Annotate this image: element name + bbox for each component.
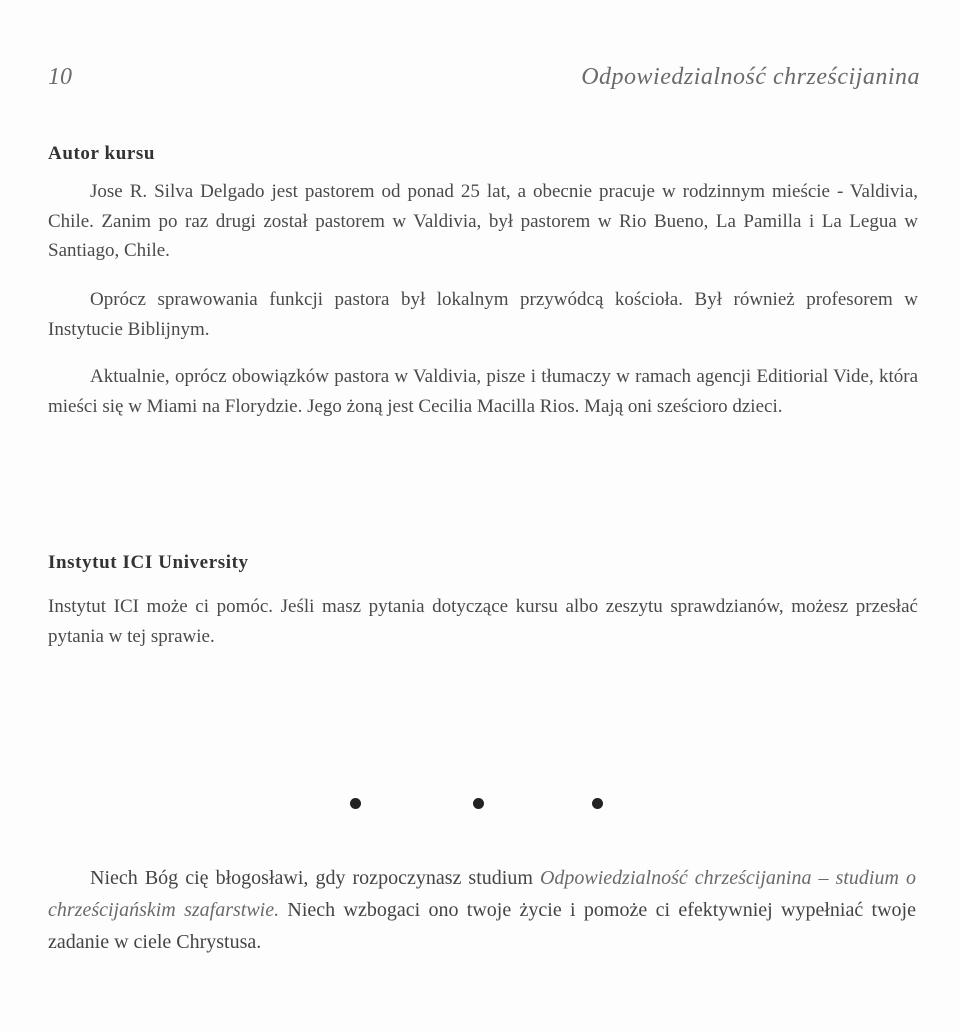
author-paragraph-3: Aktualnie, oprócz obowiązków pastora w Valdivia, pisze i tłumaczy w ramach agencji Editiorial Vide, która mieści się w Miami na Florydzie. Jego żoną jest Cecilia Macilla Rios. Mają oni sześcioro dzieci.: [48, 366, 918, 417]
running-title: Odpowiedzialność chrześcijanina: [581, 64, 920, 90]
blessing-paragraph: [48, 862, 916, 958]
institute-paragraph: Instytut ICI może ci pomóc. Jeśli masz pytania dotyczące kursu albo zeszytu sprawdzianów, możesz przesłać pytania w tej sprawie.: [48, 596, 918, 647]
blessing-text-start: Niech Bóg cię błogosławi, gdy rozpoczynasz studium: [90, 867, 540, 889]
separator-dot: [350, 798, 361, 809]
author-paragraph-2: Oprócz sprawowania funkcji pastora był lokalnym przywódcą kościoła. Był również profesorem w Instytucie Biblijnym.: [48, 289, 918, 340]
section-separator: [0, 790, 960, 820]
page-number: 10: [48, 64, 72, 90]
blessing-course-title: Odpowiedzialność chrześcijanina – studium o chrześcijańskim szafarstwie.: [48, 867, 916, 921]
separator-dot: [473, 798, 484, 809]
institute-heading: Instytut ICI University: [48, 552, 249, 573]
separator-dot: [592, 798, 603, 809]
page-header: [48, 64, 920, 96]
blessing-text-end: Niech wzbogaci ono twoje życie i pomoże ci efektywniej wypełniać twoje zadanie w ciele Chrystusa.: [48, 899, 916, 953]
author-heading: Autor kursu: [48, 143, 156, 164]
author-paragraph-1: Jose R. Silva Delgado jest pastorem od ponad 25 lat, a obecnie pracuje w rodzinnym mieście - Valdivia, Chile. Zanim po raz drugi został pastorem w Valdivia, był pastorem w Rio Bueno, La Pamilla i La Legua w Santiago, Chile.: [48, 181, 918, 261]
